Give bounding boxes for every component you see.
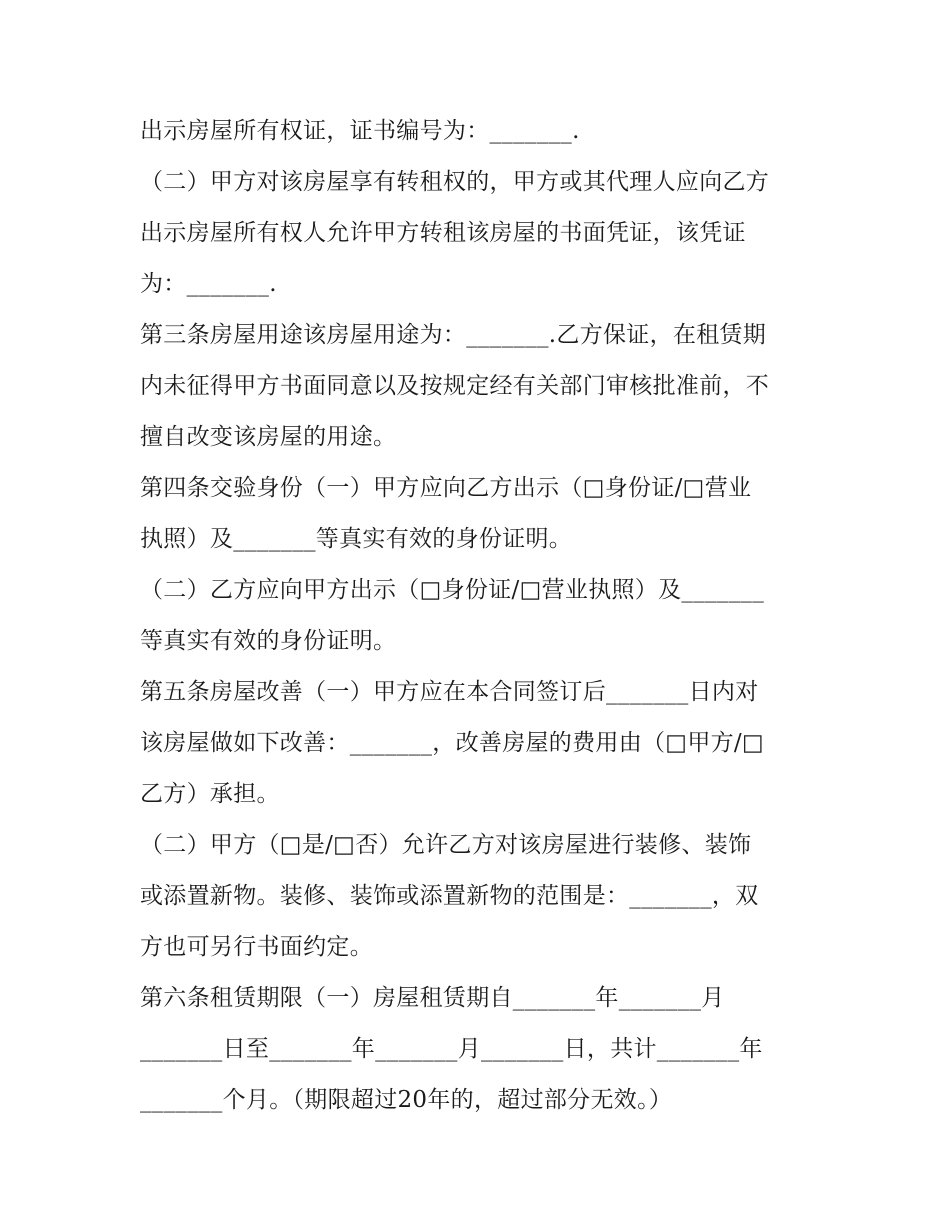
text-line: 为：_______. xyxy=(140,271,277,297)
text-line: _______个月。（期限超过20年的，超过部分无效。） xyxy=(140,1087,673,1113)
text-line: 擅自改变该房屋的用途。 xyxy=(140,424,397,450)
text-line: 第三条房屋用途该房屋用途为：_______.乙方保证，在租赁期 xyxy=(140,322,767,348)
text-line: 内未征得甲方书面同意以及按规定经有关部门审核批准前，不 xyxy=(140,373,770,399)
text-line: （二）乙方应向甲方出示（□身份证/□营业执照）及_______ xyxy=(140,577,765,603)
text-line: 出示房屋所有权人允许甲方转租该房屋的书面凭证，该凭证 xyxy=(140,220,746,246)
text-line: 乙方）承担。 xyxy=(140,781,280,807)
text-line: 出示房屋所有权证，证书编号为：_______. xyxy=(140,118,580,144)
text-line: （二）甲方对该房屋享有转租权的，甲方或其代理人应向乙方 xyxy=(140,169,770,195)
text-line: 第六条租赁期限（一）房屋租赁期自_______年_______月 xyxy=(140,985,725,1011)
text-line: 第四条交验身份（一）甲方应向乙方出示（□身份证/□营业 xyxy=(140,475,752,501)
text-line: 执照）及_______等真实有效的身份证明。 xyxy=(140,526,573,552)
document-body xyxy=(140,106,820,1126)
text-line: （二）甲方（□是/□否）允许乙方对该房屋进行装修、装饰 xyxy=(140,832,752,858)
text-line: 第五条房屋改善（一）甲方应在本合同签订后_______日内对 xyxy=(140,679,759,705)
text-line: _______日至_______年_______月_______日，共计_______年 xyxy=(140,1036,763,1062)
text-line: 该房屋做如下改善：_______，改善房屋的费用由（□甲方/□ xyxy=(140,730,765,756)
text-line: 等真实有效的身份证明。 xyxy=(140,628,397,654)
text-line: 方也可另行书面约定。 xyxy=(140,934,373,960)
text-line: 或添置新物。装修、装饰或添置新物的范围是：_______，双 xyxy=(140,883,759,909)
